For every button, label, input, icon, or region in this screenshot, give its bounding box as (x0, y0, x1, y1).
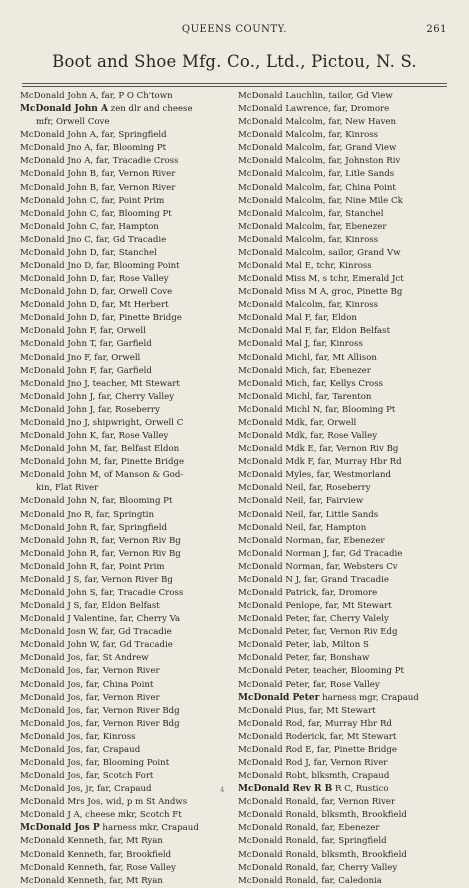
directory-entry (20, 195, 233, 208)
directory-entry (238, 718, 451, 731)
directory-entry (20, 103, 233, 116)
entry-text: McDonald Malcolm, far, Kinross (238, 234, 379, 245)
directory-entry (238, 312, 451, 325)
directory-entry (238, 155, 451, 168)
entry-text: McDonald Jno A, far, Tracadie Cross (20, 156, 179, 167)
directory-entry (20, 168, 233, 181)
directory-entry (20, 561, 233, 574)
entry-text: McDonald Jno C, far, Gd Tracadie (20, 234, 167, 245)
directory-entry (238, 495, 451, 508)
directory-entry (20, 286, 233, 299)
directory-entry (20, 705, 233, 718)
entry-text: kin, Flat River (36, 483, 99, 494)
entry-text: McDonald Ronald, far, Vernon River (238, 797, 396, 808)
entry-text: McDonald Jos, jr, far, Crapaud (20, 784, 152, 795)
entry-text: McDonald Jos, far, China Point (20, 679, 154, 690)
entry-text: McDonald John F, far, Orwell (20, 326, 146, 337)
entry-text: McDonald John B, far, Vernon River (20, 182, 176, 193)
directory-entry (20, 783, 233, 796)
directory-entry (238, 221, 451, 234)
entry-text: McDonald Malcolm, far, Litle Sands (238, 169, 395, 180)
advertisement-banner: Boot and Shoe Mfg. Co., Ltd., Pictou, N. S. (52, 52, 417, 71)
entry-text: McDonald Peter, far, Vernon Riv Edg (238, 627, 398, 638)
directory-entry (20, 417, 233, 430)
directory-column-right (238, 90, 451, 888)
directory-entry (20, 522, 233, 535)
directory-entry (238, 129, 451, 142)
entry-text: McDonald Mdk E, far, Vernon Riv Bg (238, 444, 399, 455)
running-header (0, 24, 469, 40)
entry-text: McDonald Ronald, far, Cherry Valley (238, 862, 398, 873)
entry-text: McDonald Jno F, far, Orwell (20, 352, 141, 363)
entry-text: McDonald Penlope, far, Mt Stewart (238, 601, 392, 612)
entry-text: McDonald Norman, far, Websters Cv (238, 561, 398, 572)
directory-entry (20, 613, 233, 626)
directory-entry (238, 417, 451, 430)
directory-entry (20, 456, 233, 469)
entry-text: McDonald Mal J, far, Kinross (238, 339, 363, 350)
directory-entry (20, 469, 233, 482)
entry-text: McDonald Peter, teacher, Blooming Pt (238, 666, 404, 677)
directory-entry (20, 391, 233, 404)
entry-text: McDonald Josn W, far, Gd Tracadie (20, 627, 172, 638)
directory-entry (20, 443, 233, 456)
entry-text: McDonald Jos, far, Crapaud (20, 744, 141, 755)
entry-text: McDonald John C, far, Blooming Pt (20, 208, 172, 219)
directory-entry (20, 312, 233, 325)
directory-entry (20, 495, 233, 508)
directory-entry (238, 679, 451, 692)
entry-text: McDonald Jos, far, Blooming Point (20, 757, 170, 768)
directory-entry (238, 286, 451, 299)
entry-text: McDonald Ronald, far, Springfield (238, 836, 387, 847)
directory-entry (238, 404, 451, 417)
directory-entry (20, 430, 233, 443)
directory-entry (238, 182, 451, 195)
entry-text: McDonald Lawrence, far, Dromore (238, 104, 390, 115)
directory-entry (20, 90, 233, 103)
entry-text: McDonald Malcolm, far, Ebenezer (238, 221, 387, 232)
entry-text: R C, Rustico (332, 784, 389, 795)
entry-text: McDonald John D, far, Stanchel (20, 247, 157, 258)
entry-text: McDonald Neil, far, Fairview (238, 496, 364, 507)
entry-text: harness mkr, Crapaud (99, 823, 199, 834)
directory-entry (20, 142, 233, 155)
entry-text: McDonald Malcolm, far, New Haven (238, 117, 397, 128)
entry-text: McDonald Mal E, tchr, Kinross (238, 261, 372, 272)
directory-entry (20, 404, 233, 417)
entry-text: McDonald Mich, far, Ebenezer (238, 365, 371, 376)
entry-text: McDonald Malcolm, far, Grand View (238, 143, 397, 154)
entry-text: McDonald J A, cheese mkr, Scotch Ft (20, 810, 182, 821)
directory-entry (20, 796, 233, 809)
directory-entry (238, 692, 451, 705)
entry-text: McDonald Mich, far, Kellys Cross (238, 378, 384, 389)
directory-entry (20, 221, 233, 234)
directory-entry (238, 103, 451, 116)
directory-entry (20, 652, 233, 665)
entry-text: McDonald John M, far, Pinette Bridge (20, 457, 185, 468)
entry-text: McDonald Ronald, blksmth, Brookfield (238, 810, 407, 821)
directory-entry (20, 129, 233, 142)
entry-text: McDonald John A, far, P O Ch'town (20, 91, 173, 101)
entry-text: McDonald John R, far, Vernon Riv Bg (20, 535, 181, 546)
entry-text: McDonald Mdk F, far, Murray Hbr Rd (238, 457, 402, 468)
entry-text: McDonald Ronald, far, Caledonia (238, 875, 382, 886)
directory-entry (238, 116, 451, 129)
directory-entry (238, 391, 451, 404)
entry-bold-name: McDonald Peter (238, 692, 320, 703)
directory-entry (238, 652, 451, 665)
entry-text: McDonald Rod E, far, Pinette Bridge (238, 744, 397, 755)
directory-entry (20, 378, 233, 391)
entry-text: McDonald Jos, far, Kinross (20, 731, 136, 742)
directory-entry (20, 247, 233, 260)
directory-entry (238, 574, 451, 587)
directory-entry (238, 600, 451, 613)
directory-entry (238, 835, 451, 848)
banner-rule-top (22, 83, 447, 84)
entry-text: McDonald Kenneth, far, Mt Ryan (20, 875, 163, 886)
entry-bold-name: McDonald Jos P (20, 823, 100, 834)
entry-text: McDonald John J, far, Cherry Valley (20, 391, 175, 402)
directory-entry (20, 718, 233, 731)
entry-text: McDonald Jos, far, Vernon River (20, 666, 160, 677)
entry-text: McDonald John C, far, Point Prim (20, 195, 165, 206)
directory-entry (238, 299, 451, 312)
directory-entry (20, 574, 233, 587)
directory-entry (20, 665, 233, 678)
directory-entry (238, 195, 451, 208)
entry-text: mfr, Orwell Cove (36, 117, 110, 128)
directory-entry (238, 809, 451, 822)
entry-text: McDonald Jos, far, Vernon River (20, 692, 160, 703)
entry-text: McDonald John D, far, Mt Herbert (20, 300, 169, 311)
directory-entry (20, 731, 233, 744)
entry-text: McDonald Pius, far, Mt Stewart (238, 705, 376, 716)
directory-entry (238, 665, 451, 678)
entry-text: McDonald Kenneth, far, Rose Valley (20, 862, 176, 873)
directory-entry (238, 783, 451, 796)
entry-text: McDonald John B, far, Vernon River (20, 169, 176, 180)
directory-entry (238, 796, 451, 809)
directory-entry (20, 116, 233, 129)
directory-entry (20, 299, 233, 312)
entry-text: McDonald Malcolm, far, Johnston Riv (238, 156, 401, 167)
entry-bold-name: McDonald Rev R B (238, 784, 333, 795)
directory-entry (238, 365, 451, 378)
directory-entry (238, 260, 451, 273)
entry-text: McDonald Malcolm, far, China Point (238, 182, 396, 193)
entry-text: McDonald Jos, far, Vernon River Bdg (20, 705, 180, 716)
page-number: 261 (426, 24, 447, 35)
directory-entry (238, 234, 451, 247)
directory-entry (238, 731, 451, 744)
directory-entry (20, 352, 233, 365)
directory-entry (20, 822, 233, 835)
entry-text: McDonald John F, far, Garfield (20, 365, 152, 376)
entry-text: McDonald John R, far, Point Prim (20, 561, 165, 572)
directory-entry (238, 705, 451, 718)
directory-entry (20, 744, 233, 757)
entry-text: McDonald John M, far, Belfast Eldon (20, 444, 180, 455)
entry-text: McDonald Miss M, s tchr, Emerald Jct (238, 274, 404, 285)
entry-text: McDonald J S, far, Vernon River Bg (20, 574, 173, 585)
entry-text: McDonald Mdk, far, Orwell (238, 417, 357, 428)
entry-text: McDonald Michl, far, Mt Allison (238, 352, 377, 363)
directory-entry (238, 626, 451, 639)
entry-text: McDonald John D, far, Orwell Cove (20, 287, 173, 298)
directory-entry (20, 692, 233, 705)
entry-text: McDonald Jos, far, St Andrew (20, 653, 149, 664)
entry-text: McDonald Myles, far, Westmorland (238, 470, 392, 481)
directory-entry (238, 639, 451, 652)
entry-text: McDonald Peter, far, Rose Valley (238, 679, 380, 690)
entry-text: McDonald John R, far, Springfield (20, 522, 167, 533)
directory-entry (238, 744, 451, 757)
entry-text: McDonald Norman J, far, Gd Tracadie (238, 548, 403, 559)
entry-text: McDonald Lauchlin, tailor, Gd View (238, 91, 393, 101)
entry-text: McDonald John C, far, Hampton (20, 221, 159, 232)
directory-entry (20, 875, 233, 888)
entry-text: McDonald John A, far, Springfield (20, 130, 167, 141)
directory-entry (238, 469, 451, 482)
directory-entry (238, 338, 451, 351)
entry-text: McDonald Jos, far, Vernon River Bdg (20, 718, 180, 729)
directory-entry (20, 862, 233, 875)
directory-entry (20, 260, 233, 273)
directory-entry (238, 522, 451, 535)
entry-text: McDonald Norman, far, Ebenezer (238, 535, 385, 546)
directory-entry (20, 234, 233, 247)
directory-entry (20, 155, 233, 168)
directory-entry (238, 770, 451, 783)
directory-entry (20, 182, 233, 195)
directory-entry (20, 809, 233, 822)
entry-text: McDonald Peter, far, Cherry Valely (238, 614, 389, 625)
entry-text: McDonald Malcolm, far, Nine Mile Ck (238, 195, 403, 206)
entry-text: McDonald Neil, far, Roseberry (238, 483, 371, 494)
entry-text: harness mgr, Crapaud (319, 692, 419, 703)
directory-entry (20, 208, 233, 221)
entry-text: McDonald Rod, far, Murray Hbr Rd (238, 718, 392, 729)
entry-text: McDonald John J, far, Roseberry (20, 404, 160, 415)
directory-entry (238, 168, 451, 181)
running-title: QUEENS COUNTY. (181, 24, 288, 35)
directory-entry (238, 482, 451, 495)
entry-text: McDonald Miss M A, groc, Pinette Bg (238, 287, 403, 298)
directory-entry (20, 509, 233, 522)
entry-text: McDonald Kenneth, far, Mt Ryan (20, 836, 163, 847)
directory-entry (238, 822, 451, 835)
entry-text: McDonald Patrick, far, Dromore (238, 587, 378, 598)
entry-text: McDonald Michl N, far, Blooming Pt (238, 404, 396, 415)
directory-entry (238, 613, 451, 626)
entry-text: McDonald Mal F, far, Eldon (238, 313, 357, 324)
directory-entry (20, 587, 233, 600)
entry-text: McDonald John R, far, Vernon Riv Bg (20, 548, 181, 559)
entry-text: McDonald Rod J, far, Vernon River (238, 757, 388, 768)
entry-text: McDonald Jos, far, Scotch Fort (20, 771, 154, 782)
entry-text: McDonald J S, far, Eldon Belfast (20, 601, 160, 612)
entry-text: McDonald Malcolm, far, Kinross (238, 300, 379, 311)
entry-text: McDonald John T, far, Garfield (20, 339, 152, 350)
entry-text: McDonald Robt, blksmth, Crapaud (238, 771, 390, 782)
directory-entry (238, 273, 451, 286)
entry-text: zen dlr and cheese (107, 104, 193, 115)
entry-text: McDonald Peter, lab, Milton S (238, 640, 369, 651)
directory-entry (20, 365, 233, 378)
entry-text: McDonald Mrs Jos, wid, p m St Andws (20, 797, 188, 808)
entry-text: McDonald John K, far, Rose Valley (20, 431, 169, 442)
entry-text: McDonald Malcolm, far, Kinross (238, 130, 379, 141)
directory-entry (238, 430, 451, 443)
entry-text: McDonald Jno J, shipwright, Orwell C (20, 417, 184, 428)
entry-text: McDonald Jno J, teacher, Mt Stewart (20, 378, 180, 389)
directory-entry (238, 456, 451, 469)
directory-entry (20, 325, 233, 338)
entry-text: McDonald Mdk, far, Rose Valley (238, 431, 378, 442)
entry-text: McDonald Jno A, far, Blooming Pt (20, 143, 167, 154)
entry-text: McDonald Jno D, far, Blooming Point (20, 261, 180, 272)
directory-entry (20, 679, 233, 692)
directory-entry (238, 208, 451, 221)
directory-entry (238, 849, 451, 862)
entry-text: McDonald John M, of Manson & God- (20, 470, 184, 481)
entry-text: McDonald Kenneth, far, Brookfield (20, 849, 172, 860)
directory-entry (238, 548, 451, 561)
directory-entry (238, 875, 451, 888)
directory-entry (20, 273, 233, 286)
entry-text: McDonald Neil, far, Little Sands (238, 509, 379, 520)
entry-text: McDonald Ronald, far, Ebenezer (238, 823, 380, 834)
entry-text: McDonald Peter, far, Bonshaw (238, 653, 370, 664)
entry-text: McDonald John D, far, Rose Valley (20, 274, 169, 285)
entry-text: McDonald N J, far, Grand Tracadie (238, 574, 390, 585)
directory-entry (20, 639, 233, 652)
directory-entry (238, 378, 451, 391)
entry-text: McDonald John W, far, Gd Tracadie (20, 640, 173, 651)
entry-text: McDonald Mal F, far, Eldon Belfast (238, 326, 391, 337)
entry-text: McDonald J Valentine, far, Cherry Va (20, 614, 181, 625)
banner-rule-bottom (22, 86, 447, 87)
directory-entry (20, 626, 233, 639)
directory-entry (238, 862, 451, 875)
directory-entry (20, 757, 233, 770)
signature-mark: 4 (220, 786, 225, 794)
directory-entry (20, 600, 233, 613)
entry-text: McDonald Malcolm, sailor, Grand Vw (238, 247, 401, 258)
directory-entry (20, 535, 233, 548)
directory-entry (20, 548, 233, 561)
directory-column-left (20, 90, 233, 888)
directory-entry (20, 482, 233, 495)
entry-text: McDonald Neil, far, Hampton (238, 522, 367, 533)
directory-entry (238, 90, 451, 103)
directory-entry (20, 338, 233, 351)
directory-entry (238, 325, 451, 338)
entry-text: McDonald Ronald, blksmth, Brookfield (238, 849, 407, 860)
directory-entry (20, 849, 233, 862)
entry-text: McDonald John N, far, Blooming Pt (20, 496, 173, 507)
entry-text: McDonald Michl, far, Tarenton (238, 391, 372, 402)
directory-entry (238, 587, 451, 600)
entry-text: McDonald Jno R, far, Springtin (20, 509, 155, 520)
entry-text: McDonald John S, far, Tracadie Cross (20, 587, 184, 598)
directory-entry (238, 142, 451, 155)
directory-entry (20, 770, 233, 783)
directory-entry (238, 509, 451, 522)
entry-bold-name: McDonald John A (20, 104, 108, 115)
directory-entry (238, 561, 451, 574)
directory-entry (238, 443, 451, 456)
directory-entry (238, 535, 451, 548)
directory-entry (20, 835, 233, 848)
entry-text: McDonald Malcolm, far, Stanchel (238, 208, 384, 219)
entry-text: McDonald Roderick, far, Mt Stewart (238, 731, 397, 742)
entry-text: McDonald John D, far, Pinette Bridge (20, 313, 182, 324)
directory-entry (238, 247, 451, 260)
directory-entry (238, 757, 451, 770)
directory-entry (238, 352, 451, 365)
